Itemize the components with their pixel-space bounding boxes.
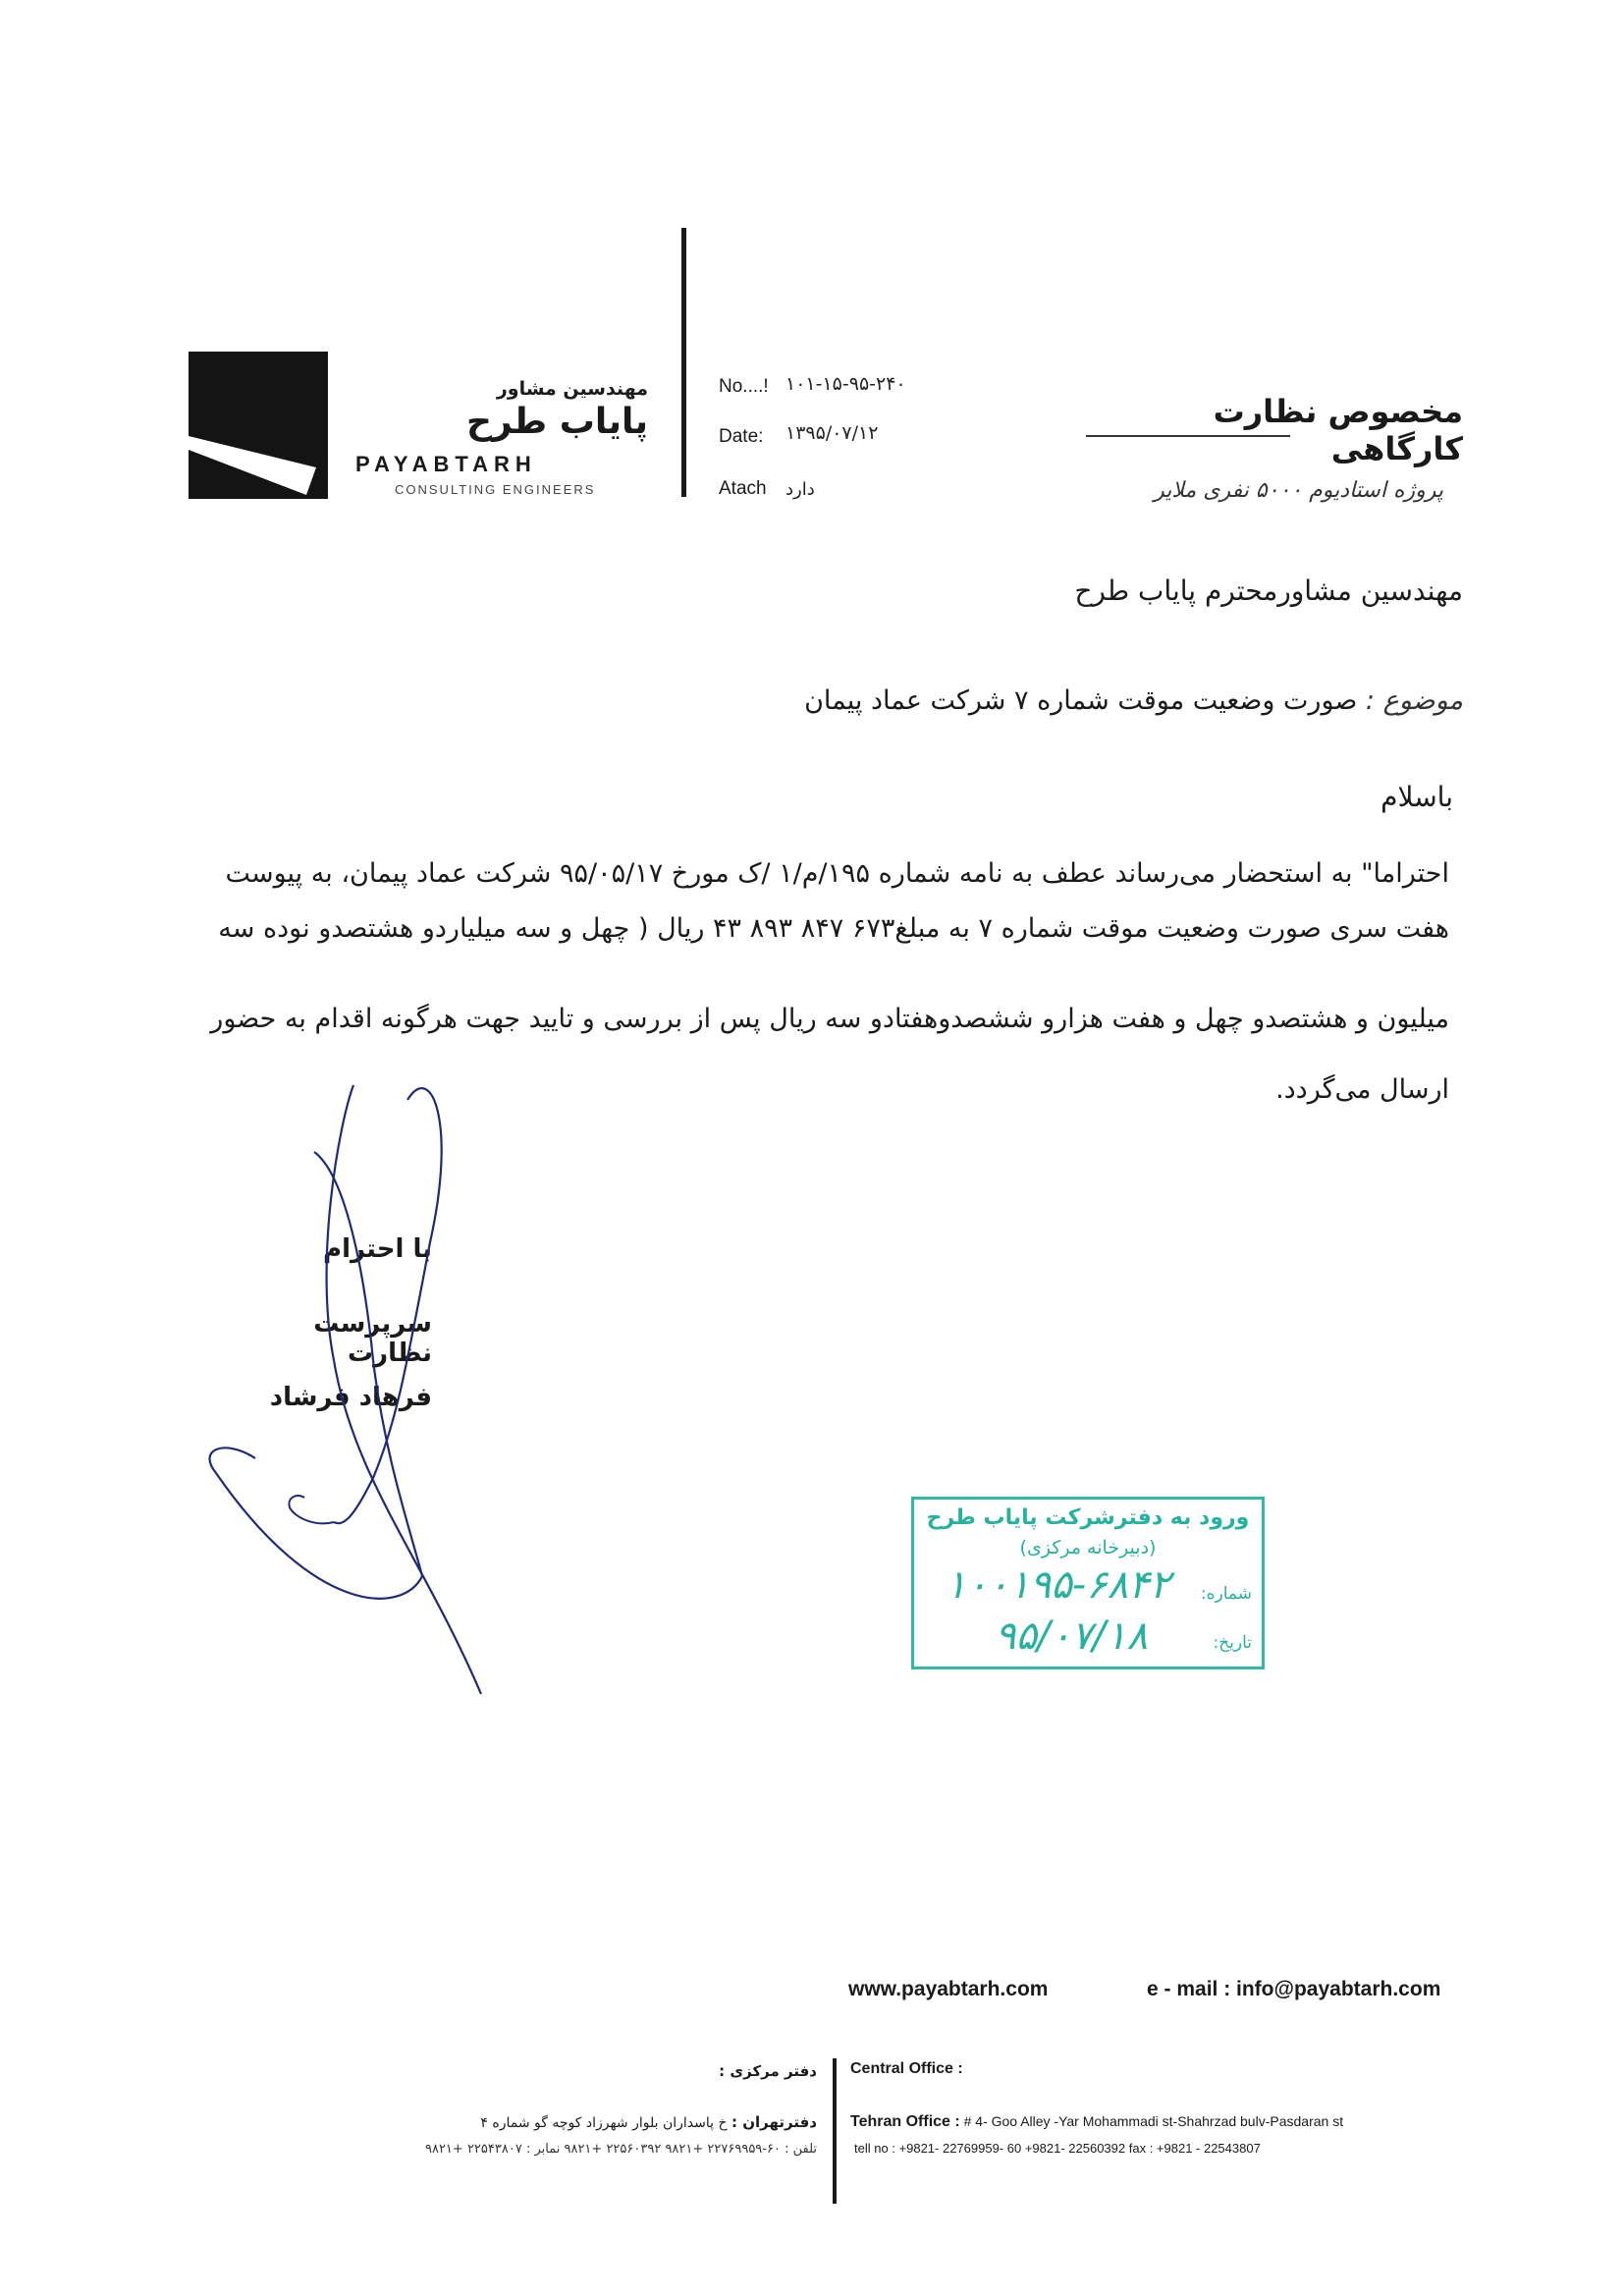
firm-name-en: PAYABTARH bbox=[355, 452, 537, 476]
body-line-1: احتراما" به استحضار می‌رساند عطف به نامه شماره ۱۹۵/م/۱ /ک مورخ ۹۵/۰۵/۱۷ شرکت عماد پیمان، به پیوست bbox=[225, 858, 1449, 889]
subject-text: صورت وضعیت موقت شماره ۷ شرکت عماد پیمان bbox=[804, 685, 1358, 716]
header-divider bbox=[681, 228, 686, 497]
tehran-office-en bbox=[850, 2113, 1616, 2131]
received-stamp bbox=[911, 1497, 1265, 1669]
attachment-label: Atach bbox=[719, 478, 767, 499]
stamp-subtitle: (دبیرخانه مرکزی) bbox=[1019, 1537, 1157, 1558]
central-office-label-fa: دفتر مرکزی : bbox=[719, 2062, 817, 2080]
signer-title: سرپرست نظارت bbox=[313, 1309, 432, 1368]
greeting: باسلام bbox=[1380, 781, 1453, 813]
stamp-date-label: تاریخ: bbox=[1213, 1633, 1252, 1653]
body-line-2: هفت سری صورت وضعیت موقت شماره ۷ به مبلغ۶۷۳ ۸۴۷ ۸۹۳ ۴۳ ریال ( چهل و سه میلیاردو هشتصدو نوده سه bbox=[218, 913, 1449, 944]
handwritten-signature-icon bbox=[196, 1066, 609, 1704]
signer-name: فرهاد فرشاد bbox=[269, 1383, 432, 1412]
letter-date-label: Date: bbox=[719, 426, 764, 447]
tehran-office-label-en: Tehran Office : bbox=[850, 2113, 960, 2130]
firm-name-fa-small: مهندسین مشاور bbox=[496, 378, 648, 400]
heading-underline bbox=[1086, 435, 1290, 437]
contact-numbers-fa: تلفن : ۶۰-۲۲۷۶۹۹۵۹ +۹۸۲۱ ۲۲۵۶۰۳۹۲ +۹۸۲۱ نمابر : ۲۲۵۴۳۸۰۷ +۹۸۲۱ bbox=[424, 2142, 817, 2157]
subject-label: موضوع : bbox=[1365, 685, 1463, 716]
website-link[interactable]: www.payabtarh.com bbox=[848, 1978, 1049, 2000]
signature-closing: با احترام bbox=[323, 1234, 432, 1264]
company-logo bbox=[189, 352, 328, 499]
logo-mark-icon bbox=[189, 352, 328, 499]
letter-date-value: ۱۳۹۵/۰۷/۱۲ bbox=[785, 422, 879, 444]
letter-number-value: ۱۰۱-۱۵-۹۵-۲۴۰ bbox=[785, 373, 906, 395]
recipient: مهندسین مشاورمحترم پایاب طرح bbox=[1074, 574, 1463, 607]
body-line-3: میلیون و هشتصدو چهل و هفت هزارو ششصدوهفتادو سه ریال پس از بررسی و تایید جهت هرگونه اقدام به حضور bbox=[210, 1004, 1449, 1034]
attachment-value: دارد bbox=[785, 479, 815, 500]
stamp-title: ورود به دفترشرکت پایاب طرح bbox=[926, 1505, 1250, 1530]
tehran-office-address-en: # 4- Goo Alley -Yar Mohammadi st-Shahrzad bulv-Pasdaran st bbox=[963, 2113, 1344, 2129]
email-link[interactable]: e - mail : info@payabtarh.com bbox=[1147, 1978, 1441, 2000]
footer-divider bbox=[833, 2058, 837, 2204]
firm-tagline-en: CONSULTING ENGINEERS bbox=[395, 482, 596, 497]
letter-number-label: No....! bbox=[719, 376, 769, 397]
stamp-number-label: شماره: bbox=[1200, 1584, 1252, 1604]
contact-numbers-en: tell no : +9821- 22769959- 60 +9821- 22560392 fax : +9821 - 22543807 bbox=[854, 2141, 1261, 2156]
tehran-office-fa bbox=[157, 2113, 817, 2131]
subject-line bbox=[628, 685, 1463, 716]
tehran-office-address-fa: خ پاسداران بلوار شهرزاد کوچه گو شماره ۴ bbox=[480, 2115, 728, 2131]
central-office-label-en: Central Office : bbox=[850, 2060, 963, 2077]
tehran-office-label-fa: دفترتهران : bbox=[731, 2113, 817, 2131]
stamp-date: ۹۵/۰۷/۱۸ bbox=[995, 1613, 1148, 1659]
stamp-number: ۱۰۰۱۹۵-۶۸۴۲ bbox=[945, 1562, 1171, 1608]
body-line-4: ارسال می‌گردد. bbox=[1275, 1074, 1449, 1105]
firm-name-fa: پایاب طرح bbox=[465, 402, 648, 442]
attention-heading: مخصوص نظارت کارگاهی bbox=[1213, 393, 1463, 467]
project-name: پروژه استادیوم ۵۰۰۰ نفری ملایر bbox=[1154, 478, 1443, 503]
